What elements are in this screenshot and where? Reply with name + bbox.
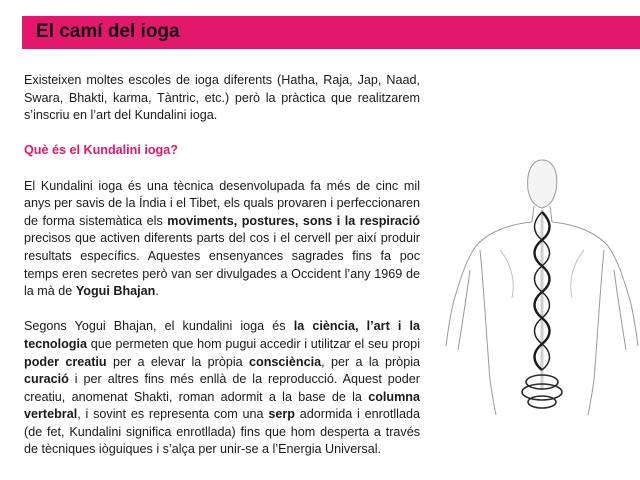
text-segment: adormida i enrotllada (de fet, Kundalini significa enrotllada) fins que hom desperta a través de tècniques iòguiques i s’alça per unir-se a l’Energia Universal. [24,407,420,457]
text-segment: , per a la pròpia [321,354,420,369]
section-heading: Què és el Kundalini ioga? [24,143,178,158]
slide-title: El camí del ioga [36,21,180,42]
text-segment: i per altres fins més enllà de la reproducció. Aquest poder creatiu, anomenat Shakti, roman adormit a la base de la [24,372,420,404]
intro-paragraph: Existeixen moltes escoles de ioga diferents (Hatha, Raja, Jap, Naad, Swara, Bhakti, karma, Tàntric, etc.) però la pràctica que realitzarem s’inscriu en l’art del Kundalini ioga. [24,73,420,123]
paragraph-yogui-bhajan [24,318,420,459]
text-segment: per a elevar la pròpia [106,354,249,369]
bold-term: la ciència, l’art i la tecnologia [24,319,420,351]
bold-term: moviments, postures, sons i la respiració [167,213,420,228]
kundalini-back-illustration-icon [440,150,640,415]
text-segment: que permeten que hom pugui accedir i utilitzar el seu propi [86,336,420,351]
bold-term: curació [24,372,69,387]
text-segment: . [155,284,159,299]
bold-term: poder creatiu [24,354,107,369]
bold-term: serp [268,407,295,422]
text-segment: El Kundalini ioga és una tècnica desenvolupada fa més de cinc mil anys per savis de la Índia i el Tibet, els quals provaren i perfeccionaren de forma sistemàtica els [24,178,420,228]
bold-term: columna vertebral [24,389,420,422]
paragraph-kundalini-definition [24,178,420,301]
text-segment: precisos que activen diferents parts del cos i el cervell per així produir resultats específics. Aquestes ensenyances sagrades fins fa poc temps eren secretes però van ser divulgades a Occident l’any 1969 de la mà de [24,231,420,299]
slide-content [24,72,420,459]
bold-term: consciència [249,354,322,369]
text-segment: Segons Yogui Bhajan, el kundalini ioga és [24,319,294,334]
title-bar [22,16,640,49]
bold-term: Yogui Bhajan [75,284,156,299]
text-segment: , i sovint es representa com una [77,407,269,422]
